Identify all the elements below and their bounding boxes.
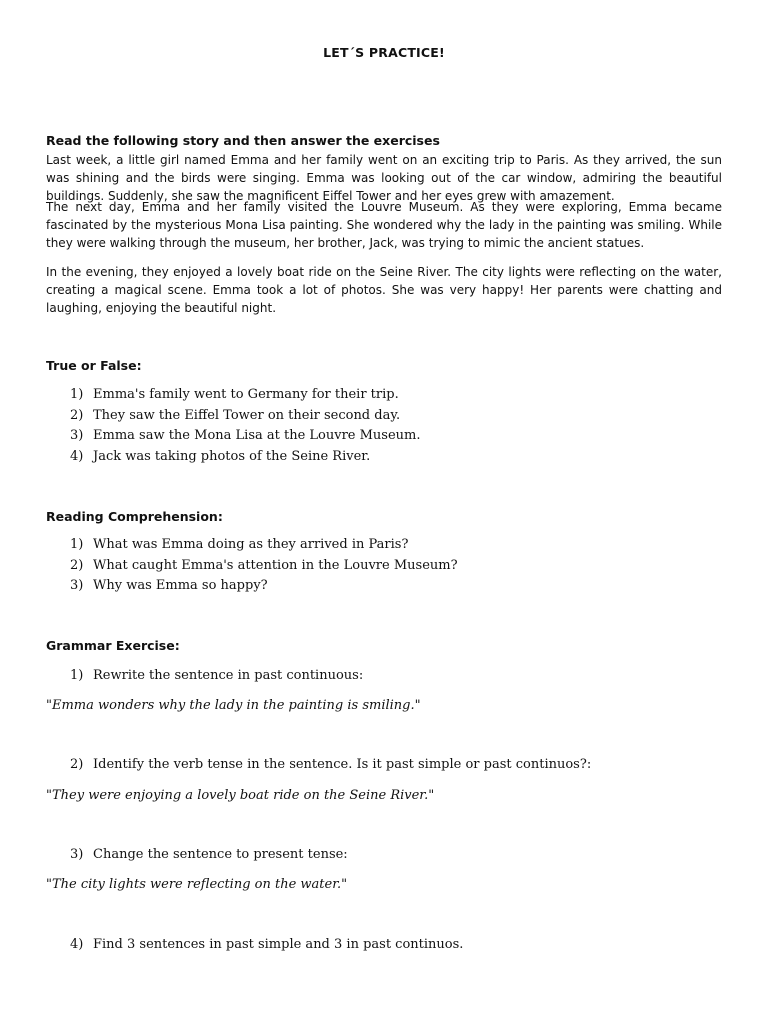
task-text: Identify the verb tense in the sentence. Is it past simple or past continuos?:: [93, 757, 592, 772]
task-number: 1): [70, 668, 84, 683]
grammar-task-4: [70, 935, 463, 955]
grammar-heading: Grammar Exercise:: [46, 638, 180, 653]
item-text: What caught Emma's attention in the Louvre Museum?: [93, 557, 458, 573]
item-number: 1): [70, 387, 84, 402]
task-number: 3): [70, 847, 84, 862]
item-text: Emma's family went to Germany for their trip.: [93, 387, 399, 402]
item-number: 3): [70, 578, 84, 593]
grammar-task-3: [70, 845, 348, 865]
list-item: [70, 576, 458, 597]
list-item: [70, 535, 458, 556]
task-text: Change the sentence to present tense:: [93, 847, 348, 862]
story-paragraph-2: The next day, Emma and her family visited the Louvre Museum. As they were exploring, Emma became fascinated by the mysterious Mona Lisa painting. She wondered why the lady in the painting was smiling. While they were walking through the museum, her brother, Jack, was trying to mimic the ancient statues.: [46, 200, 722, 250]
grammar-quote-2: "They were enjoying a lovely boat ride on the Seine River.": [46, 788, 435, 803]
task-text: Find 3 sentences in past simple and 3 in past continuos.: [93, 937, 464, 952]
list-item: [70, 426, 421, 447]
item-number: 4): [70, 448, 84, 464]
grammar-task-2: [70, 755, 591, 775]
list-item: [70, 556, 458, 577]
story-heading: Read the following story and then answer the exercises: [46, 133, 440, 148]
true-false-list: [70, 385, 421, 467]
item-text: They saw the Eiffel Tower on their second day.: [93, 407, 401, 423]
item-text: Emma saw the Mona Lisa at the Louvre Museum.: [93, 428, 421, 443]
grammar-quote-1: "Emma wonders why the lady in the painting is smiling.": [46, 698, 421, 713]
story-paragraph-3: In the evening, they enjoyed a lovely boat ride on the Seine River. The city lights were reflecting on the water, creating a magical scene. Emma took a lot of photos. She was very happy! Her parents were chatting and laughing, enjoying the beautiful night.: [46, 265, 722, 315]
item-text: Jack was taking photos of the Seine River.: [93, 448, 371, 464]
task-text: Rewrite the sentence in past continuous:: [93, 668, 364, 683]
list-item: [70, 406, 421, 427]
task-number: 2): [70, 757, 84, 772]
reading-comprehension-heading: Reading Comprehension:: [46, 509, 223, 524]
task-number: 4): [70, 937, 84, 952]
story-paragraph-1: Last week, a little girl named Emma and her family went on an exciting trip to Paris. As they arrived, the sun was shining and the birds were singing. Emma was looking out of the car window, admiring the beautiful buildings. Suddenly, she saw the magnificent Eiffel Tower and her eyes grew with amazement.: [46, 153, 722, 203]
reading-comprehension-list: [70, 535, 458, 597]
item-number: 2): [70, 557, 84, 573]
grammar-task-1: [70, 666, 363, 686]
list-item: [70, 447, 421, 468]
page-title: LET´S PRACTICE!: [323, 45, 445, 60]
grammar-quote-3: "The city lights were reflecting on the water.": [46, 877, 348, 892]
item-number: 3): [70, 428, 84, 443]
list-item: [70, 385, 421, 406]
item-number: 1): [70, 537, 84, 552]
item-number: 2): [70, 407, 84, 423]
true-false-heading: True or False:: [46, 358, 142, 373]
item-text: Why was Emma so happy?: [93, 578, 268, 593]
item-text: What was Emma doing as they arrived in Paris?: [93, 537, 409, 552]
